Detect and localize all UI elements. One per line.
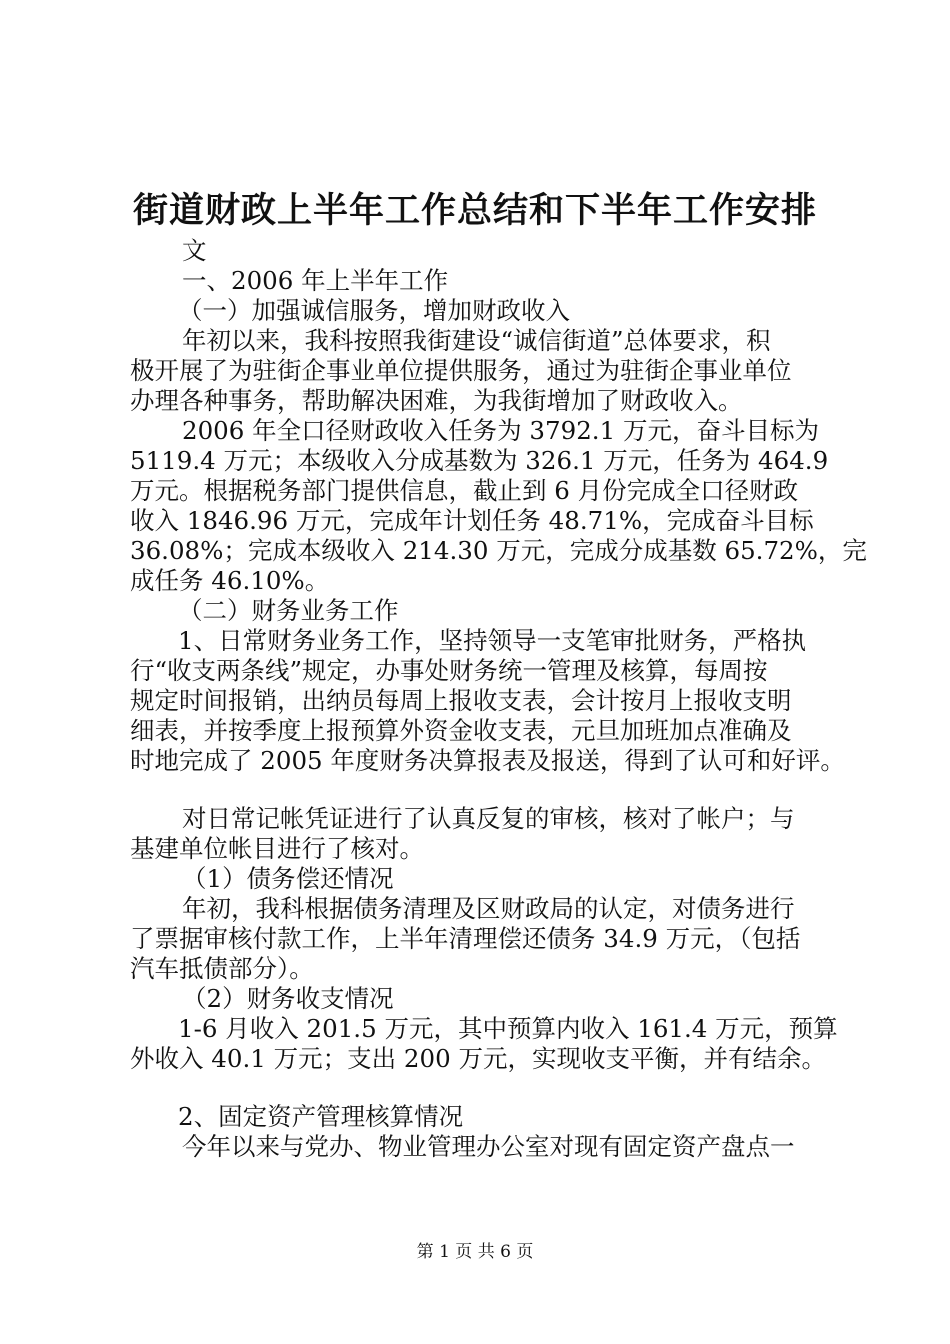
subsection-heading: （一）加强诚信服务，增加财政收入 (178, 296, 570, 325)
paragraph-line: 年初以来，我科按照我街建设“诚信街道”总体要求，积 (182, 326, 771, 355)
paragraph-line: 极开展了为驻街企事业单位提供服务，通过为驻街企事业单位 (130, 356, 792, 385)
subsection-heading: （2）财务收支情况 (182, 984, 394, 1013)
paragraph-line: 行“收支两条线”规定，办事处财务统一管理及核算，每周按 (130, 656, 768, 685)
page-footer: 第 1 页 共 6 页 (416, 1242, 534, 1262)
paragraph-line: 对日常记帐凭证进行了认真反复的审核，核对了帐户；与 (182, 804, 795, 833)
paragraph-line: 1、日常财务业务工作，坚持领导一支笔审批财务，严格执 (178, 626, 807, 655)
paragraph-line: 年初，我科根据债务清理及区财政局的认定，对债务进行 (182, 894, 795, 923)
subsection-heading: （二）财务业务工作 (178, 596, 399, 625)
paragraph-line: 今年以来与党办、物业管理办公室对现有固定资产盘点一 (182, 1132, 795, 1161)
body-line: 文 (182, 236, 207, 265)
paragraph-line: 收入 1846.96 万元，完成年计划任务 48.71%，完成奋斗目标 (130, 506, 814, 535)
paragraph-line: 成任务 46.10%。 (130, 566, 330, 595)
section-heading: 2、固定资产管理核算情况 (178, 1102, 464, 1131)
document-title: 街道财政上半年工作总结和下半年工作安排 (132, 190, 817, 231)
paragraph-line: 36.08%；完成本级收入 214.30 万元，完成分成基数 65.72%，完 (130, 536, 867, 565)
paragraph-line: 外收入 40.1 万元；支出 200 万元，实现收支平衡，并有结余。 (130, 1044, 826, 1073)
paragraph-line: 规定时间报销，出纳员每周上报收支表，会计按月上报收支明 (130, 686, 792, 715)
paragraph-line: 办理各种事务，帮助解决困难，为我街增加了财政收入。 (130, 386, 743, 415)
section-heading: 一、2006 年上半年工作 (182, 266, 449, 295)
subsection-heading: （1）债务偿还情况 (182, 864, 394, 893)
paragraph-line: 汽车抵债部分）。 (130, 954, 314, 983)
paragraph-line: 1-6 月收入 201.5 万元，其中预算内收入 161.4 万元，预算 (178, 1014, 838, 1043)
paragraph-line: 万元。根据税务部门提供信息，截止到 6 月份完成全口径财政 (130, 476, 799, 505)
paragraph-line: 5119.4 万元；本级收入分成基数为 326.1 万元，任务为 464.9 (130, 446, 829, 475)
paragraph-line: 2006 年全口径财政收入任务为 3792.1 万元，奋斗目标为 (182, 416, 819, 445)
paragraph-line: 了票据审核付款工作，上半年清理偿还债务 34.9 万元，（包括 (130, 924, 801, 953)
paragraph-line: 基建单位帐目进行了核对。 (130, 834, 424, 863)
paragraph-spacer (130, 1074, 832, 1102)
document-body (130, 236, 867, 1162)
paragraph-line: 时地完成了 2005 年度财务决算报表及报送，得到了认可和好评。 (130, 746, 845, 775)
paragraph-line: 细表，并按季度上报预算外资金收支表，元旦加班加点准确及 (130, 716, 792, 745)
paragraph-spacer (130, 776, 832, 804)
